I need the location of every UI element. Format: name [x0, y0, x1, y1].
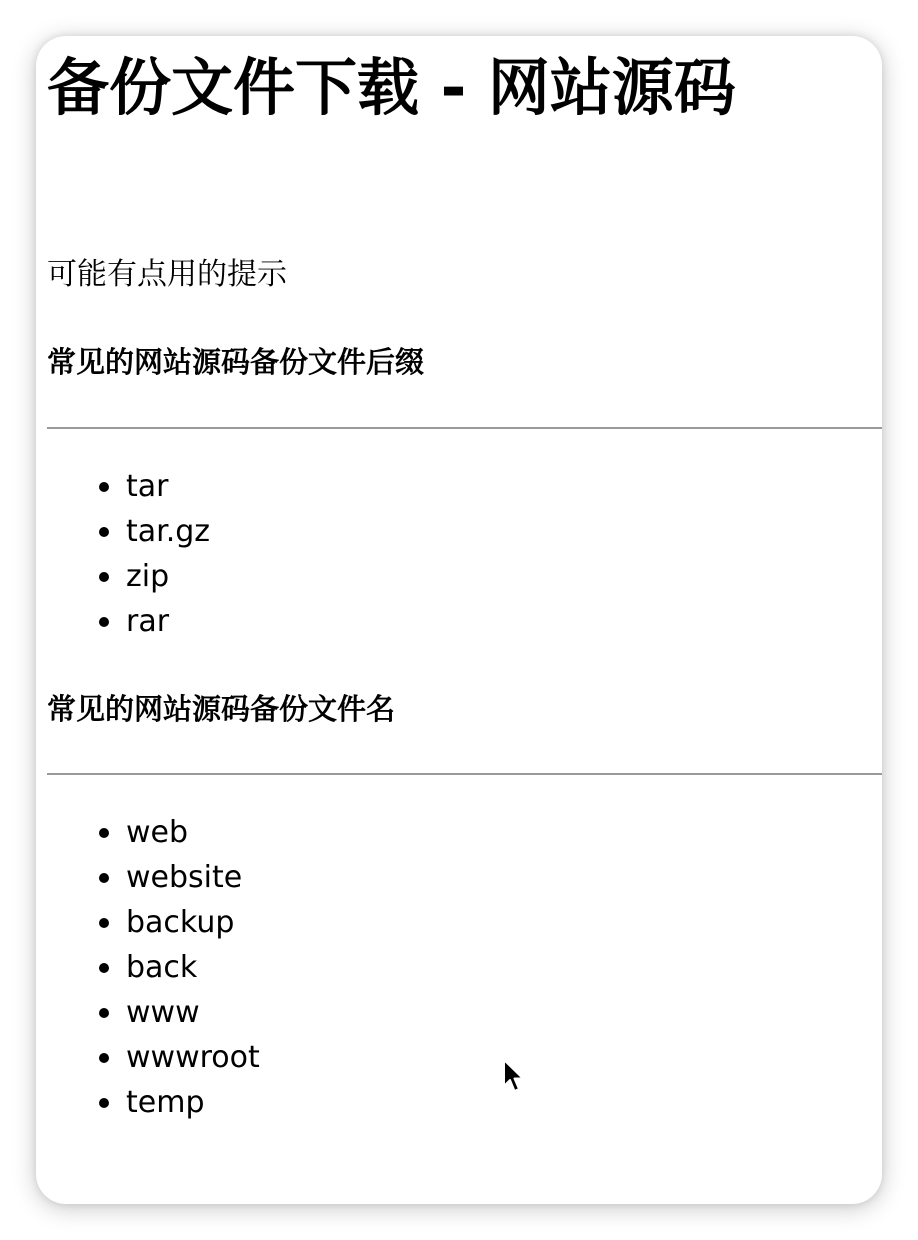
divider [47, 427, 882, 429]
list-item-label: website [126, 860, 243, 895]
list-item [47, 990, 260, 1035]
list-item-label: wwwroot [126, 1040, 260, 1075]
list-item-label: zip [126, 559, 170, 594]
list-item [47, 810, 260, 855]
list-item-label: rar [126, 604, 170, 639]
list-item [47, 900, 260, 945]
browser-window [36, 36, 882, 1204]
mouse-pointer-icon [502, 1058, 528, 1096]
bullet-icon [99, 482, 109, 492]
bullet-icon [99, 828, 109, 838]
page-title: 备份文件下载 - 网站源码 [47, 51, 736, 124]
bullet-icon [99, 1053, 109, 1063]
page-content [47, 36, 882, 1204]
list-item [47, 554, 210, 599]
list-item-label: temp [126, 1085, 205, 1120]
suffix-heading: 常见的网站源码备份文件后缀 [47, 345, 425, 379]
names-list [47, 810, 260, 1125]
list-item-label: backup [126, 905, 235, 940]
list-item [47, 1080, 260, 1125]
list-item-label: back [126, 950, 198, 985]
list-item [47, 945, 260, 990]
list-item [47, 464, 210, 509]
bullet-icon [99, 527, 109, 537]
bullet-icon [99, 918, 109, 928]
hint-text: 可能有点用的提示 [47, 257, 287, 292]
bullet-icon [99, 1098, 109, 1108]
bullet-icon [99, 873, 109, 883]
list-item [47, 599, 210, 644]
list-item [47, 855, 260, 900]
list-item-label: web [126, 815, 189, 850]
list-item-label: www [126, 995, 200, 1030]
list-item [47, 1035, 260, 1080]
bullet-icon [99, 1008, 109, 1018]
list-item [47, 509, 210, 554]
bullet-icon [99, 572, 109, 582]
bullet-icon [99, 963, 109, 973]
list-item-label: tar [126, 469, 169, 504]
list-item-label: tar.gz [126, 514, 211, 549]
divider [47, 773, 882, 775]
names-heading: 常见的网站源码备份文件名 [47, 692, 396, 726]
bullet-icon [99, 617, 109, 627]
suffix-list [47, 464, 210, 644]
